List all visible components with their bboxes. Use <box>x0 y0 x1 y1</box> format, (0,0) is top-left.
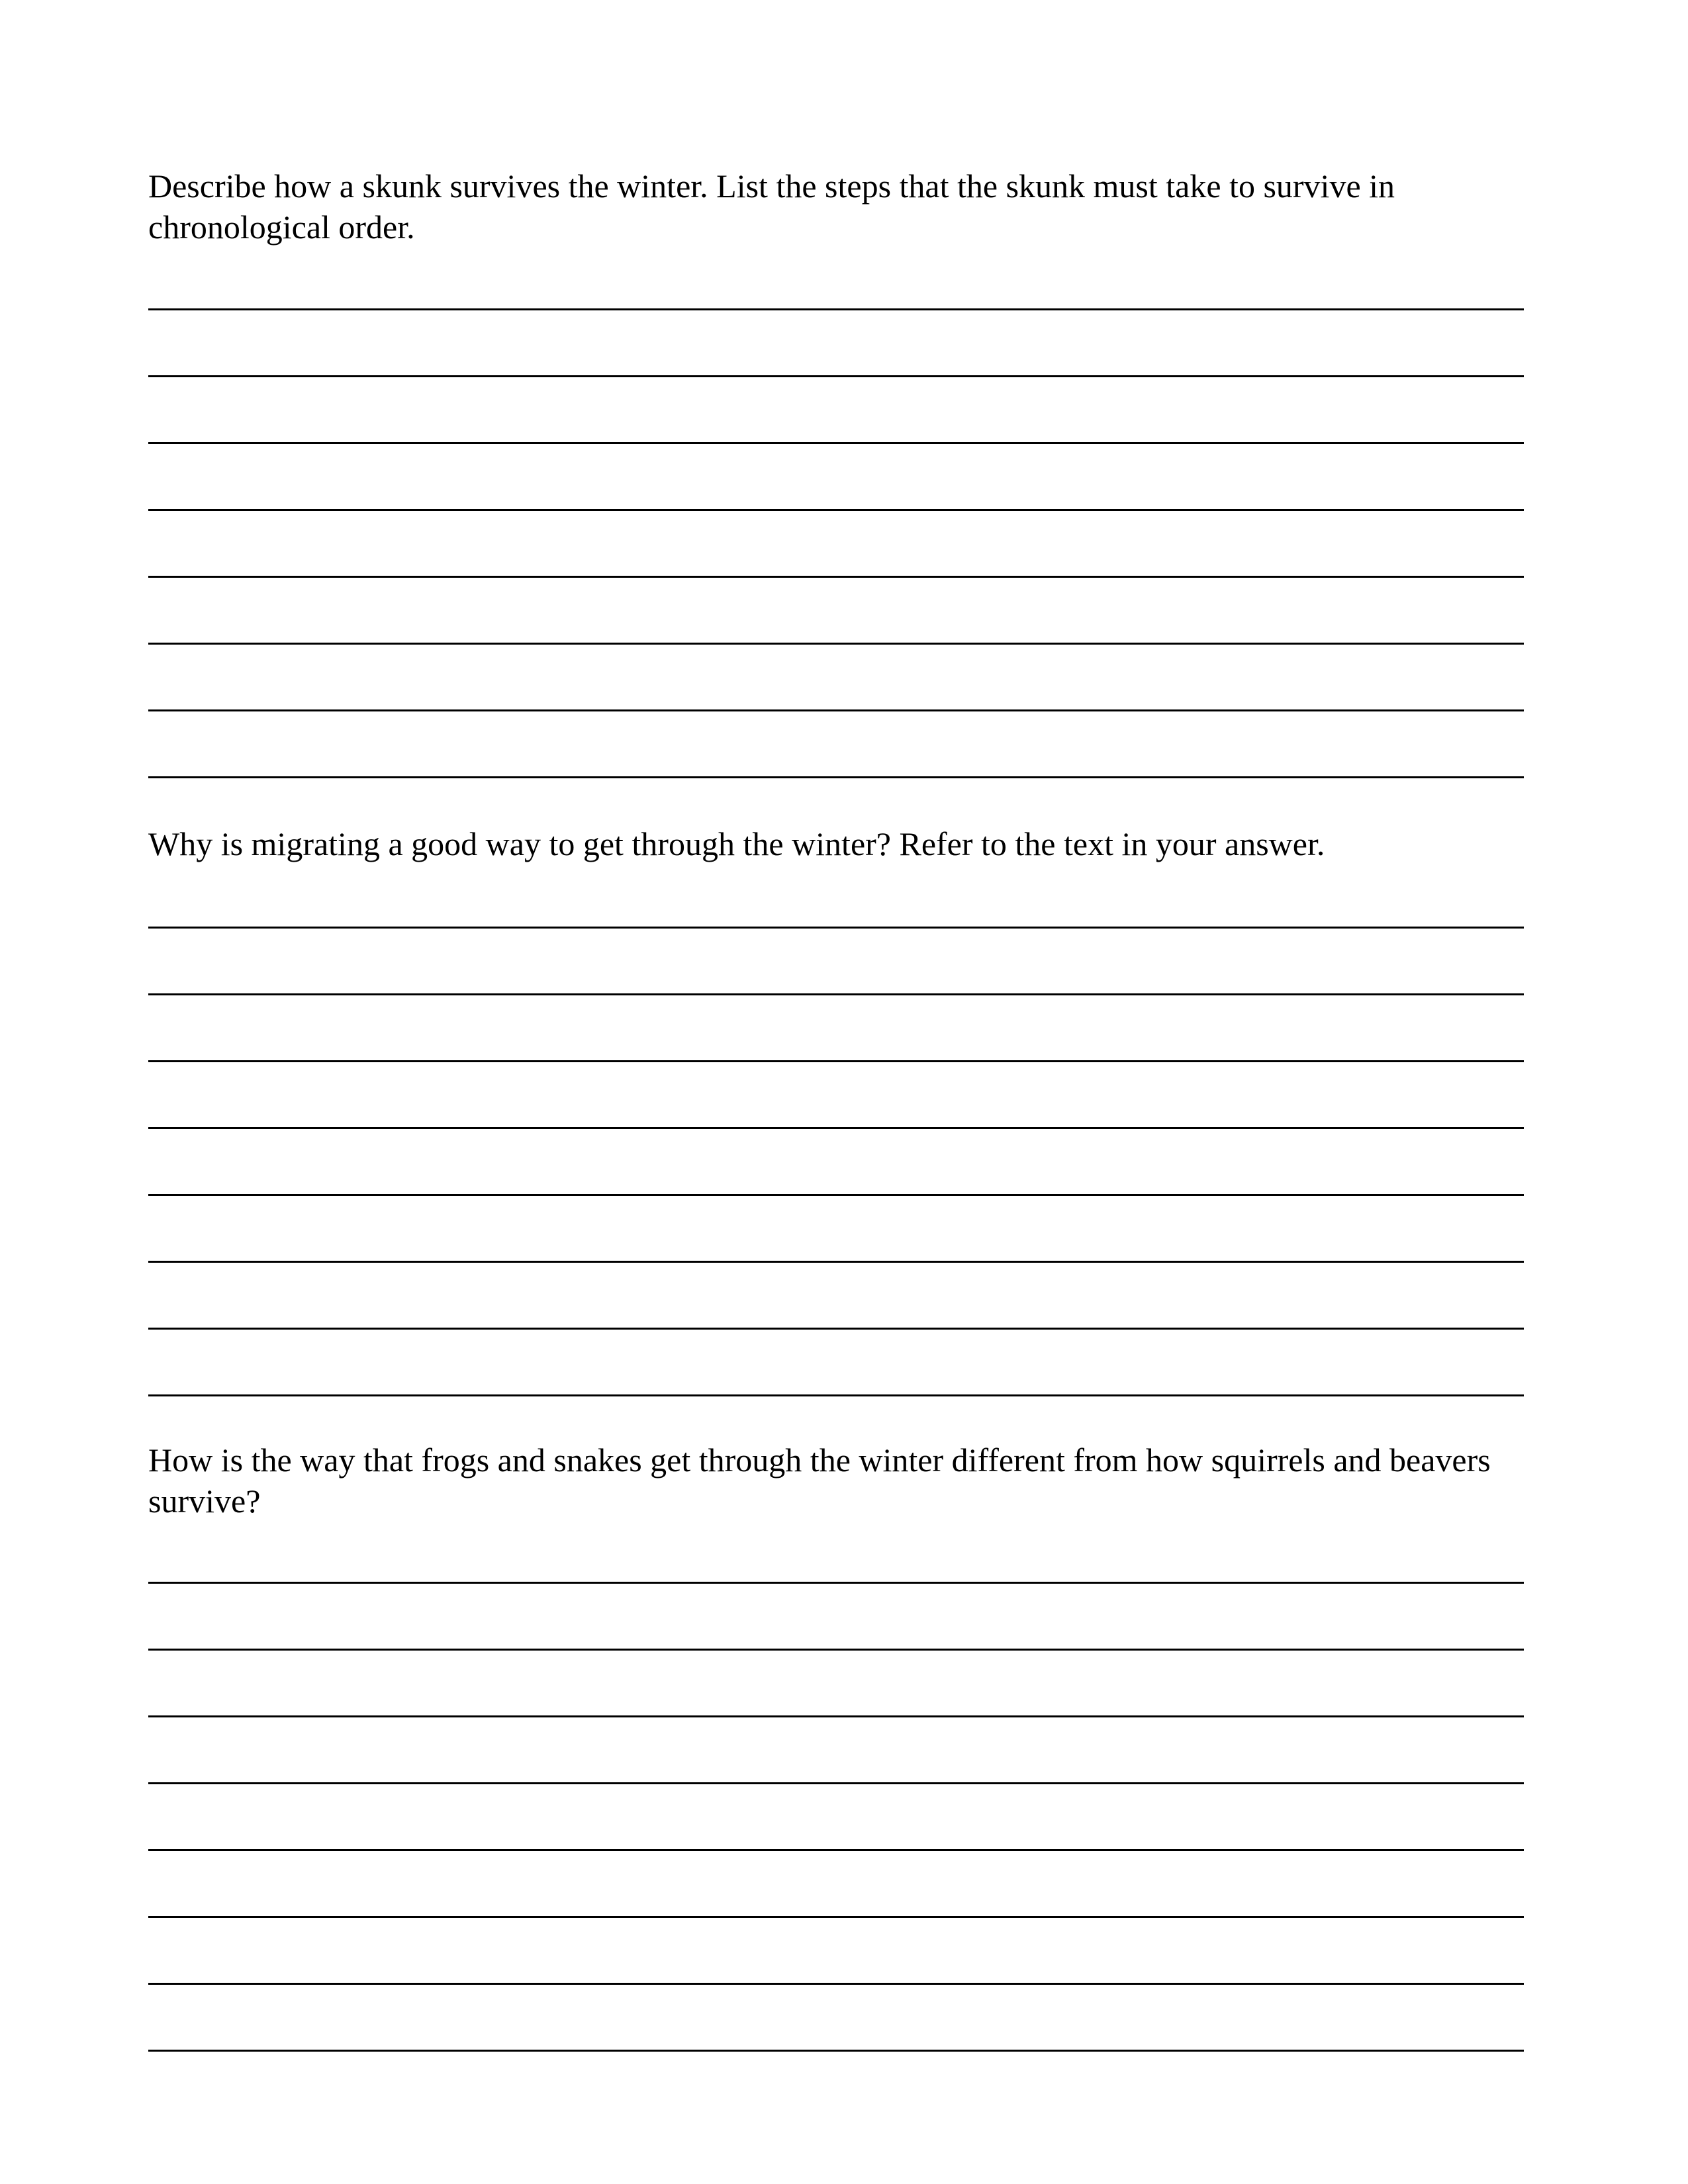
question-1-prompt: Describe how a skunk survives the winter. List the steps that the skunk must take to survive in chronological order. <box>148 167 1395 246</box>
answer-line[interactable] <box>148 1649 1524 1651</box>
answer-line[interactable] <box>148 1715 1524 1717</box>
answer-line[interactable] <box>148 1916 1524 1918</box>
answer-line[interactable] <box>148 1849 1524 1851</box>
answer-line[interactable] <box>148 709 1524 711</box>
answer-line[interactable] <box>148 1261 1524 1263</box>
answer-line[interactable] <box>148 1060 1524 1062</box>
answer-line[interactable] <box>148 643 1524 645</box>
answer-line[interactable] <box>148 1328 1524 1330</box>
answer-line[interactable] <box>148 1194 1524 1196</box>
question-2-prompt: Why is migrating a good way to get through the winter? Refer to the text in your answer. <box>148 825 1325 862</box>
answer-line[interactable] <box>148 776 1524 778</box>
answer-line[interactable] <box>148 927 1524 929</box>
answer-line[interactable] <box>148 375 1524 377</box>
answer-line[interactable] <box>148 442 1524 444</box>
answer-line[interactable] <box>148 576 1524 578</box>
answer-line[interactable] <box>148 1127 1524 1129</box>
answer-line[interactable] <box>148 1582 1524 1584</box>
answer-line[interactable] <box>148 2050 1524 2052</box>
answer-line[interactable] <box>148 308 1524 310</box>
answer-line[interactable] <box>148 1782 1524 1784</box>
answer-line[interactable] <box>148 1394 1524 1396</box>
answer-line[interactable] <box>148 509 1524 511</box>
answer-line[interactable] <box>148 993 1524 995</box>
question-3-prompt: How is the way that frogs and snakes get through the winter different from how squirrels and beavers survive? <box>148 1441 1491 1520</box>
answer-line[interactable] <box>148 1983 1524 1985</box>
